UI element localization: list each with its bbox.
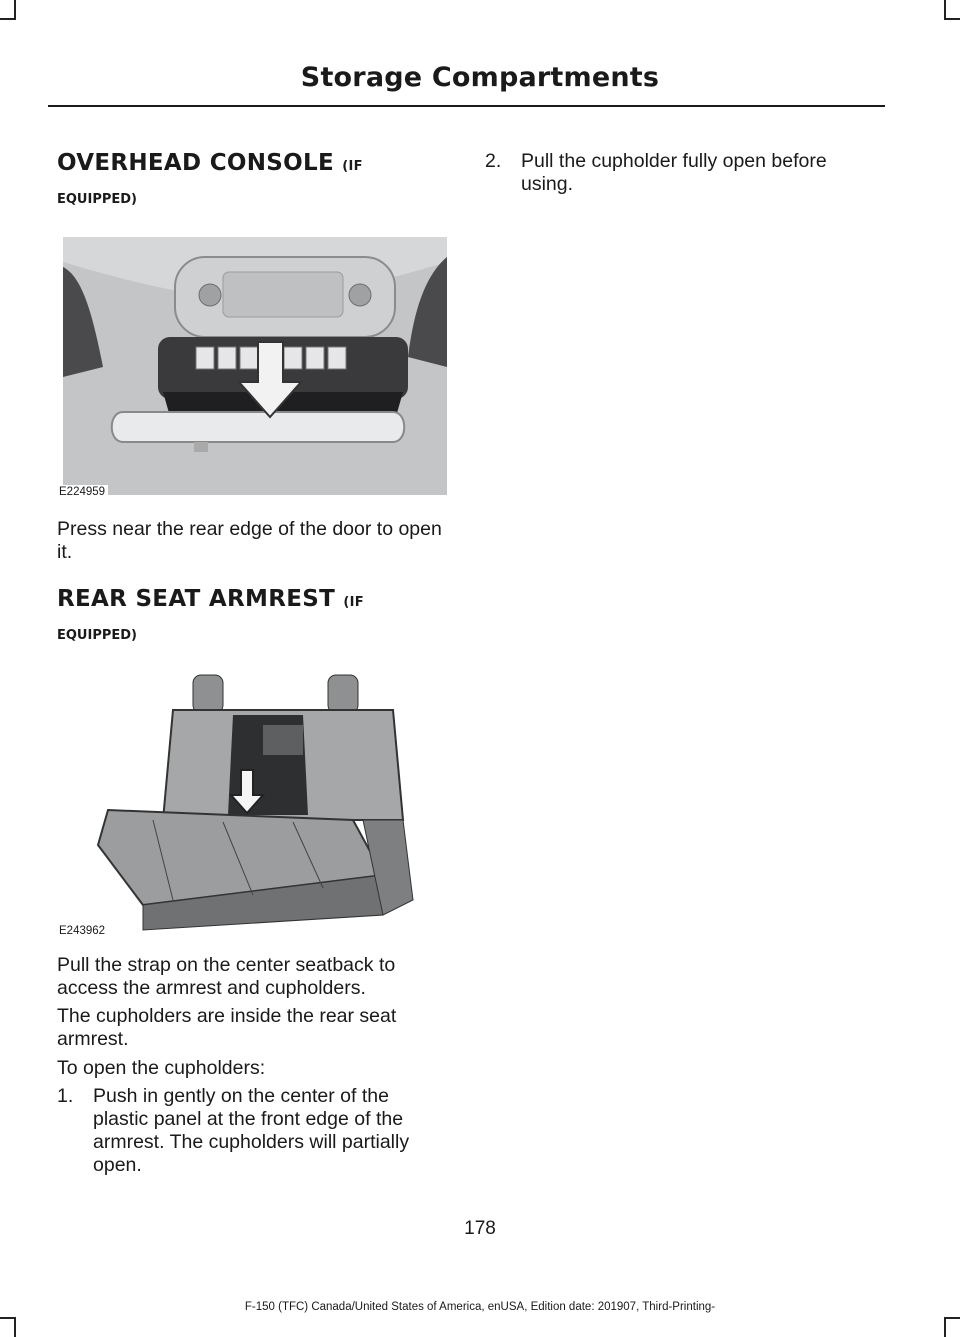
rear-seat-armrest-heading xyxy=(57,586,364,612)
crop-mark xyxy=(944,0,946,20)
step-text-line: Pull the cupholder fully open before xyxy=(521,150,827,172)
rear-seat-illustration xyxy=(63,670,447,935)
step-1 xyxy=(57,1085,457,1181)
crop-mark xyxy=(944,1317,946,1337)
step-text-line: open. xyxy=(93,1154,142,1176)
step-text-line: using. xyxy=(521,173,574,195)
step-number: 1. xyxy=(57,1085,74,1107)
rear-seat-armrest-heading-cont: EQUIPPED) xyxy=(57,628,137,643)
crop-mark xyxy=(0,1317,16,1319)
armrest-body-2: The cupholders are inside the rear seat armrest. xyxy=(57,1005,397,1050)
armrest-body-1: Pull the strap on the center seatback to access the armrest and cupholders. xyxy=(57,954,396,999)
crop-mark xyxy=(14,0,16,20)
step-text-line: armrest. The cupholders will partially xyxy=(93,1131,410,1153)
crop-mark xyxy=(14,1317,16,1337)
step-text-line: Push in gently on the center of the xyxy=(93,1085,389,1107)
crop-mark xyxy=(944,18,960,20)
step-2 xyxy=(485,150,905,200)
step-text-line: plastic panel at the front edge of the xyxy=(93,1108,404,1130)
overhead-console-illustration xyxy=(63,237,447,495)
header-rule xyxy=(48,105,885,107)
page-footer: F-150 (TFC) Canada/United States of America, enUSA, Edition date: 201907, Third-Printing- xyxy=(244,1301,716,1313)
heading-suffix: (IF xyxy=(343,595,364,610)
heading-main: REAR SEAT ARMREST xyxy=(57,586,336,612)
page-header-title: Storage Compartments xyxy=(300,62,660,93)
armrest-body-3: To open the cupholders: xyxy=(57,1057,266,1079)
rear-seat-figure xyxy=(59,670,447,937)
figure-id: E243962 xyxy=(56,924,108,938)
overhead-console-heading-cont: EQUIPPED) xyxy=(57,192,137,207)
overhead-console-heading xyxy=(57,150,363,176)
crop-mark xyxy=(0,18,16,20)
page-number: 178 xyxy=(464,1218,496,1239)
overhead-console-body: Press near the rear edge of the door to open it. xyxy=(57,518,442,563)
overhead-console-figure xyxy=(59,237,447,498)
crop-mark xyxy=(944,1317,960,1319)
heading-main: OVERHEAD CONSOLE xyxy=(57,150,334,176)
heading-suffix: (IF xyxy=(342,159,363,174)
figure-id: E224959 xyxy=(56,485,108,499)
step-number: 2. xyxy=(485,150,502,172)
